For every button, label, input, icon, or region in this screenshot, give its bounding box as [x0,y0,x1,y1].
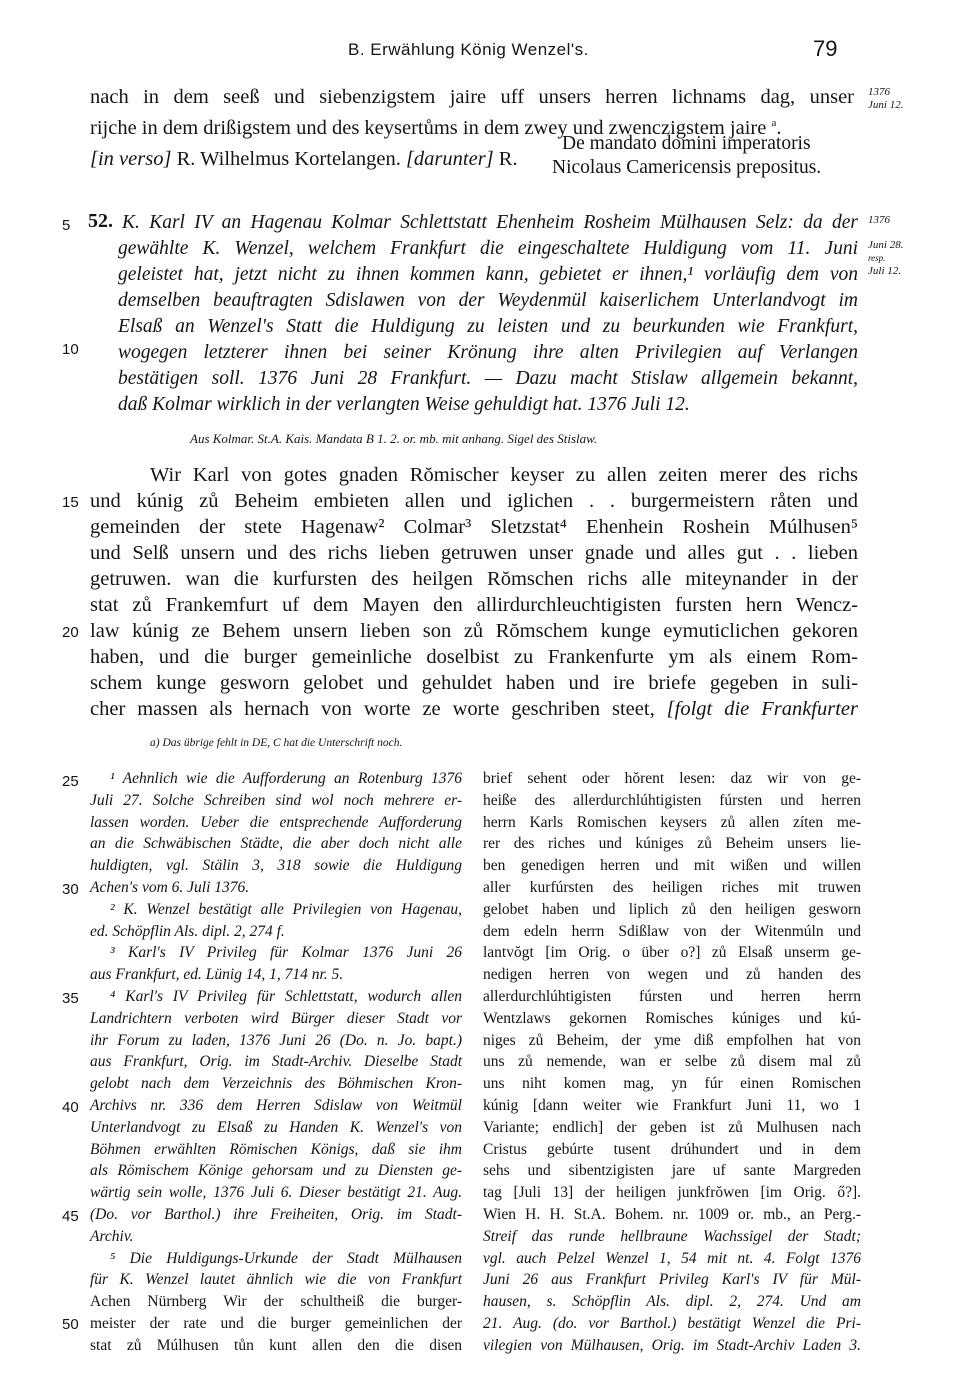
text-line: law kúnig ze Behem unsern lieben son zů Rŏmschem kunge eymuticlichen gekoren [90,620,858,642]
footnote-line: herrn Karls Romischen keysers zů allen zíten me- [483,813,861,831]
footnote-line: als Römischem Könige gehorsam und zu Diensten ge- [90,1162,462,1180]
regest-text [118,236,858,418]
footnote-line: Archivs nr. 336 dem Herren Sdislaw von Weitmül [90,1096,462,1114]
editorial-note: [folgt die Frankfurter [654,698,859,720]
footnote-line: an die Schwäbischen Städte, die aber doch nicht alle [90,835,462,853]
line-number: 10 [62,341,79,358]
line-number: 45 [62,1208,79,1225]
footnote-line: ⁵ Die Huldigungs-Urkunde der Stadt Mülhausen [110,1249,462,1267]
subscription-end: R. [493,148,518,170]
page-header [0,36,960,70]
footnote-line: uns zů nemende, wan er selbe zů disem mal zů [483,1053,861,1071]
regest-line: geleistet hat, jetzt nicht zu ihnen kommen kann, gebietet er ihnen,¹ vorläufig dem von [118,264,858,285]
subscription [90,146,518,172]
regest-line: gewählte K. Wenzel, welchem Frankfurt die eingeschaltete Huldigung vom 11. Juni [118,238,858,259]
note-a: a) Das übrige fehlt in DE, C hat die Unterschrift noch. [150,737,403,749]
footnotes-left-column [90,768,462,1357]
line-number: 50 [62,1316,79,1333]
footnotes-right-column [483,768,861,1357]
regest-number: 52. [88,210,113,232]
footnote-line: lantvŏgt [im Orig. o über o?] zů Elsaß unserm ge- [483,944,861,962]
text-line: und Selß unsern und des richs lieben getruwen unser gnade und alles gut . . lieben [90,542,858,564]
regest-line: Elsaß an Wenzel's Statt die Huldigung zu leisten und zu beurkunden wie Frankfurt, [118,316,858,337]
footnote-line: Wien H. H. St.A. Bohem. nr. 1009 or. mb., an Perg.- [483,1205,861,1223]
footnote-line: Cristus gebúrte tusent drúhundert und in dem [483,1140,861,1158]
footnote-line: gelobt nach dem Verzeichnis des Böhmischen Kron- [90,1075,462,1093]
line-number: 5 [62,217,71,234]
margin-day: Juli 12. [868,265,901,277]
footnote-line: Achen's vom 6. Juli 1376. [90,878,250,896]
footnote-line: aus Frankfurt, Orig. im Stadt-Archiv. Dieselbe Stadt [90,1053,462,1071]
body-text [90,462,858,722]
footnote-line: (Do. vor Barthol.) ihre Freiheiten, Orig. im Stadt- [90,1205,462,1223]
text-line: schem kunge gesworn gelobet und gehuldet haben und ire briefe gegeben in suli- [90,672,858,694]
footnote-line: Juli 27. Solche Schreiben sind wol noch mehrere er- [90,791,462,809]
footnote-line: vgl. auch Pelzel Wenzel 1, 54 mit nt. 4. Folgt 1376 [483,1249,861,1267]
footnote-line: aus Frankfurt, ed. Lünig 14, 1, 714 nr. 5. [90,966,344,984]
footnote-line: Unterlandvogt zu Elsaß zu Handen K. Wenzel's von [90,1118,462,1136]
footnote-line: hausen, s. Schöpflin Als. dipl. 2, 274. Und am [483,1293,861,1311]
margin-date [868,86,948,112]
line-number: 30 [62,881,79,898]
footnote-line: vilegien von Mülhausen, Orig. im Stadt-Archiv Laden 3. [483,1336,861,1354]
footnote-line: wärtig sein wolle, 1376 Juli 6. Dieser bestätigt 21. Aug. [90,1184,462,1202]
line-number: 40 [62,1099,79,1116]
text-line: Wir Karl von gotes gnaden Rŏmischer keyser zu allen zeiten merer des richs [150,464,858,486]
regest-line: daß Kolmar wirklich in der verlangten Weise gehuldigt hat. 1376 Juli 12. [118,394,690,415]
footnote-line: Streif das runde hellbraune Wachssigel der Stadt; [483,1227,861,1245]
line-number: 35 [62,990,79,1007]
margin-day: Juni 28. [868,239,904,251]
footnote-line: Variante; endlich] der geben ist zů Mulhusen nach [483,1118,861,1136]
footnote-line: ed. Schöpflin Als. dipl. 2, 274 f. [90,922,285,940]
footnote-line: heiße des allerdurchlúhtigisten fúrsten und herren [483,791,861,809]
regest-text [122,210,858,236]
footnote-line: für K. Wenzel lautet ähnlich wie die von Frankfurt [90,1271,462,1289]
footnote-line: stat zů Múlhusen tůn kunt allen den die disen [90,1336,462,1354]
footnote-line: aller kurfúrsten des heiligen riches mit truwen [483,878,861,896]
footnote-line: Achen Nürnberg Wir der schultheiß die burger- [90,1293,462,1311]
footnote-line: brief sehent oder hŏrent lesen: daz wir von ge- [483,770,861,787]
footnote-line: Böhmen erwählten Römischen Königs, daß sie ihm [90,1140,462,1158]
margin-year: 1376 [868,86,890,98]
text-line: cher massen als hernach von worte ze worte geschriben steet, [folgt die Frankfurter [90,698,859,720]
text-line: haben, und die burger gemeinliche doselbist zu Frankenfurte ym als einem Rom- [90,646,858,668]
text-line: rijche in dem drißigstem und des keysertůms in dem zwey und zwenczigstem jaire $^a$. [90,116,782,139]
footnote-line: lassen worden. Ueber die entsprechende Aufforderung [90,813,462,831]
line-number: 25 [62,773,79,790]
mandato-line: Nicolaus Camericensis prepositus. [552,157,822,178]
note-marker: a [771,117,777,129]
margin-day: Juni 12. [868,99,904,111]
regest-line: wogegen letzterer ihnen bei seiner Krönung ihre alten Privilegien auf Verlangen [118,342,858,363]
footnote-line: dem edeln herrn Sdißlaw von der Witenmúln und [483,922,861,940]
footnote-line: Landrichtern verboten wird Bürger dieser Stadt vor [90,1009,462,1027]
footnote-line: rer des riches und kúniges zů Beheim unsers lie- [483,835,861,853]
source-line: Aus Kolmar. St.A. Kais. Mandata B 1. 2. or. mb. mit anhang. Sigel des Stislaw. [190,431,598,446]
footnote-line: huldigten, vgl. Stälin 3, 318 sowie die Huldigung [90,857,462,875]
regest-line: K. Karl IV an Hagenau Kolmar Schlettstatt Ehenheim Rosheim Mülhausen Selz: da der [122,212,858,233]
footnote-line: nedigen herren von wegen und zů handen des [483,966,861,984]
footnote-line: gelobet haben und liplich zů den heiligen gesworn [483,900,861,918]
text-line: gemeinden der stete Hagenaw² Colmar³ Sletzstat⁴ Ehenhein Roshein Múlhusen⁵ [90,516,858,538]
running-head: B. Erwählung König Wenzel's. [348,40,589,59]
footnote-line: 21. Aug. (do. vor Barthol.) bestätigt Wenzel die Pri- [483,1314,861,1332]
page-number: 79 [813,36,838,61]
footnote-line: ben genedigen herren und mit wißen und willen [483,857,861,875]
regest-margin-dates [868,214,948,278]
regest-line: demselben beauftragten Sdislawen von der Weydenmül kaiserlichem Unterlandvogt im [118,290,858,311]
margin-year: 1376 [868,214,890,226]
footnote-line: allerdurchlúhtigisten fúrsten und herren herrn [483,987,861,1005]
text-line: und kúnig zů Beheim embieten allen und iglichen . . burgermeistern råten und [90,490,858,512]
footnote-line: ⁴ Karl's IV Privileg für Schlettstatt, wodurch allen [110,987,462,1005]
footnote-line: meister der rate und die burger gemeinlichen der [90,1314,462,1332]
footnote-line: uns niht komen mag, yn fúr einen Romischen [483,1075,861,1093]
line-number: 15 [62,494,79,511]
footnote-line: Archiv. [90,1227,134,1245]
footnote-line: tag [Juli 13] der heiligen junkfrŏwen [im Orig. ő?]. [483,1184,861,1202]
text-line: nach in dem seeß und siebenzigstem jaire uff unsers herren lichnams dag, unser [90,86,854,108]
regest-line: bestätigen soll. 1376 Juni 28 Frankfurt. — Dazu macht Stislaw allgemein bekannt, [118,368,858,389]
text-line: stat zů Frankemfurt uf dem Mayen den allirdurchleuchtigisten fursten hern Wencz- [90,594,858,616]
mandato-block [552,132,821,180]
margin-resp: resp. [868,253,886,263]
footnote-line: ihr Forum zu laden, 1376 Juni 26 (Do. n. Jo. bapt.) [90,1031,462,1049]
footnote-line: kúnig [dann weiter wie Frankfurt Juni 11, wo 1 [483,1096,861,1114]
footnote-line: niges zů Beheim, der yme diß empfolhen hat von [483,1031,861,1049]
subscription-name: R. Wilhelmus Kortelangen. [171,148,406,170]
footnote-line: sehs und sibentzigisten jare uf sante Margreden [483,1162,861,1180]
footnote-line: ¹ Aehnlich wie die Aufforderung an Rotenburg 1376 [110,770,462,787]
footnote-line: ³ Karl's IV Privileg für Kolmar 1376 Juni 26 [110,944,462,962]
footnote-line: Juni 26 aus Frankfurt Privileg Karl's IV für Mül- [483,1271,861,1289]
line-number: 20 [62,624,79,641]
footnote-line: Wentzlaws gekornen Romisches kúniges und kú- [483,1009,861,1027]
editorial-note: [darunter] [405,148,494,170]
mandato-line: De mandato domini imperatoris [562,133,811,154]
editorial-note: [in verso] [90,148,172,170]
footnote-line: ² K. Wenzel bestätigt alle Privilegien von Hagenau, [110,900,462,918]
text-line: getruwen. wan die kurfursten des heilgen Rŏmschen richs alle miteynander in der [90,568,858,590]
